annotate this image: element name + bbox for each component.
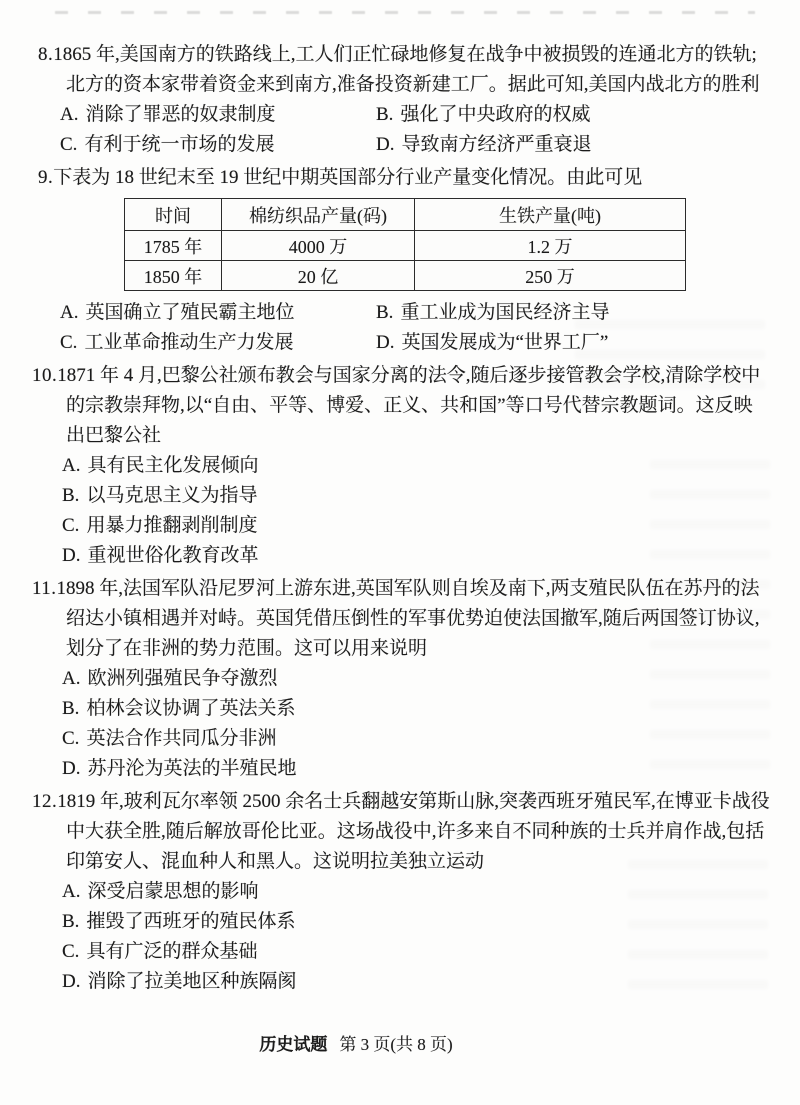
option-label: D. xyxy=(376,332,395,353)
table-cell: 1.2 万 xyxy=(415,231,686,261)
option-text: 具有广泛的群众基础 xyxy=(86,941,258,962)
table-header-time: 时间 xyxy=(125,199,222,231)
question-8-option-b xyxy=(376,100,770,130)
table-header-row xyxy=(125,199,686,231)
question-8-number: 8. xyxy=(38,44,54,65)
table-cell: 1785 年 xyxy=(125,231,222,261)
question-9-option-c xyxy=(60,328,376,358)
question-12-stem-text: 1819 年,玻利瓦尔率领 2500 余名士兵翻越安第斯山脉,突袭西班牙殖民军,在博亚卡战役中大获全胜,随后解放哥伦比亚。这场战役中,许多来自不同种族的士兵并肩作战,包括印第安人、混血种人和黑人。这说明拉美独立运动 xyxy=(57,791,770,872)
option-text: 工业革命推动生产力发展 xyxy=(84,332,294,353)
option-label: D. xyxy=(62,545,81,566)
page-footer xyxy=(0,1030,756,1055)
footer-page-number: 第 3 页(共 8 页) xyxy=(339,1035,453,1054)
option-text: 具有民主化发展倾向 xyxy=(87,455,259,476)
scan-bleed-artifact xyxy=(575,320,765,410)
scan-bleed-artifact xyxy=(628,860,768,1010)
table-cell: 4000 万 xyxy=(222,231,415,261)
option-label: C. xyxy=(62,515,80,536)
question-8-option-a xyxy=(60,100,376,130)
question-8-option-d xyxy=(376,130,770,160)
option-label: B. xyxy=(376,302,394,323)
footer-doc-title: 历史试题 xyxy=(259,1035,328,1054)
question-8-stem-text: 1865 年,美国南方的铁路线上,工人们正忙碌地修复在战争中被损毁的连通北方的铁轨;北方的资本家带着资金来到南方,准备投资新建工厂。据此可知,美国内战北方的胜利 xyxy=(53,44,760,95)
table-cell: 1850 年 xyxy=(125,261,222,291)
table-header-cotton: 棉纺织品产量(码) xyxy=(222,199,415,231)
option-label: D. xyxy=(62,971,81,992)
question-9-stem xyxy=(38,163,770,193)
option-text: 欧洲列强殖民争夺激烈 xyxy=(87,668,278,689)
option-text: 深受启蒙思想的影响 xyxy=(87,881,259,902)
option-text: 苏丹沦为英法的半殖民地 xyxy=(87,758,297,779)
option-label: B. xyxy=(62,485,80,506)
option-text: 英国确立了殖民霸主地位 xyxy=(85,302,295,323)
table-row xyxy=(125,231,686,261)
question-9-option-a xyxy=(60,298,376,328)
question-8-options xyxy=(60,100,770,160)
option-text: 英法合作共同瓜分非洲 xyxy=(86,728,277,749)
option-text: 柏林会议协调了英法关系 xyxy=(86,698,296,719)
option-text: 有利于统一市场的发展 xyxy=(84,134,275,155)
question-8-stem xyxy=(38,40,770,100)
option-label: B. xyxy=(376,104,394,125)
table-cell: 20 亿 xyxy=(222,261,415,291)
question-11-stem-text: 1898 年,法国军队沿尼罗河上游东进,英国军队则自埃及南下,两支殖民队伍在苏丹的法绍达小镇相遇并对峙。英国凭借压倒性的军事优势迫使法国撤军,随后两国签订协议,划分了在非洲的势力范围。这可以用来说明 xyxy=(56,578,760,659)
option-text: 以马克思主义为指导 xyxy=(86,485,258,506)
option-label: A. xyxy=(62,668,81,689)
option-text: 消除了罪恶的奴隶制度 xyxy=(85,104,276,125)
option-text: 英国发展成为“世界工厂” xyxy=(401,332,609,353)
option-label: C. xyxy=(62,941,80,962)
table-cell: 250 万 xyxy=(415,261,686,291)
question-8-option-c xyxy=(60,130,376,160)
option-label: B. xyxy=(62,698,80,719)
option-label: A. xyxy=(60,302,79,323)
question-9-number: 9. xyxy=(38,167,54,188)
table-header-iron: 生铁产量(吨) xyxy=(415,199,686,231)
option-label: A. xyxy=(60,104,79,125)
scan-bleed-artifact xyxy=(650,460,770,780)
option-text: 摧毁了西班牙的殖民体系 xyxy=(86,911,296,932)
option-text: 重工业成为国民经济主导 xyxy=(400,302,610,323)
option-label: C. xyxy=(60,134,78,155)
option-text: 用暴力推翻剥削制度 xyxy=(86,515,258,536)
option-label: D. xyxy=(62,758,81,779)
option-label: B. xyxy=(62,911,80,932)
option-text: 导致南方经济严重衰退 xyxy=(401,134,592,155)
option-label: A. xyxy=(62,455,81,476)
table-row xyxy=(125,261,686,291)
option-text: 强化了中央政府的权威 xyxy=(400,104,591,125)
option-text: 重视世俗化教育改革 xyxy=(87,545,259,566)
option-label: C. xyxy=(60,332,78,353)
question-10-stem-text: 1871 年 4 月,巴黎公社颁布教会与国家分离的法令,随后逐步接管教会学校,清除学校中的宗教崇拜物,以“自由、平等、博爱、正义、共和国”等口号代替宗教题词。这反映出巴黎公社 xyxy=(57,365,761,446)
question-9-stem-text: 下表为 18 世纪末至 19 世纪中期英国部分行业产量变化情况。由此可见 xyxy=(53,167,643,188)
option-label: A. xyxy=(62,881,81,902)
question-11-number: 11. xyxy=(32,578,57,599)
option-label: C. xyxy=(62,728,80,749)
question-8 xyxy=(38,40,770,160)
scan-artifact-top-edge xyxy=(55,11,755,14)
industry-output-table xyxy=(124,198,686,291)
question-12-number: 12. xyxy=(32,791,58,812)
question-10-number: 10. xyxy=(32,365,58,386)
option-text: 消除了拉美地区种族隔阂 xyxy=(87,971,297,992)
option-label: D. xyxy=(376,134,395,155)
